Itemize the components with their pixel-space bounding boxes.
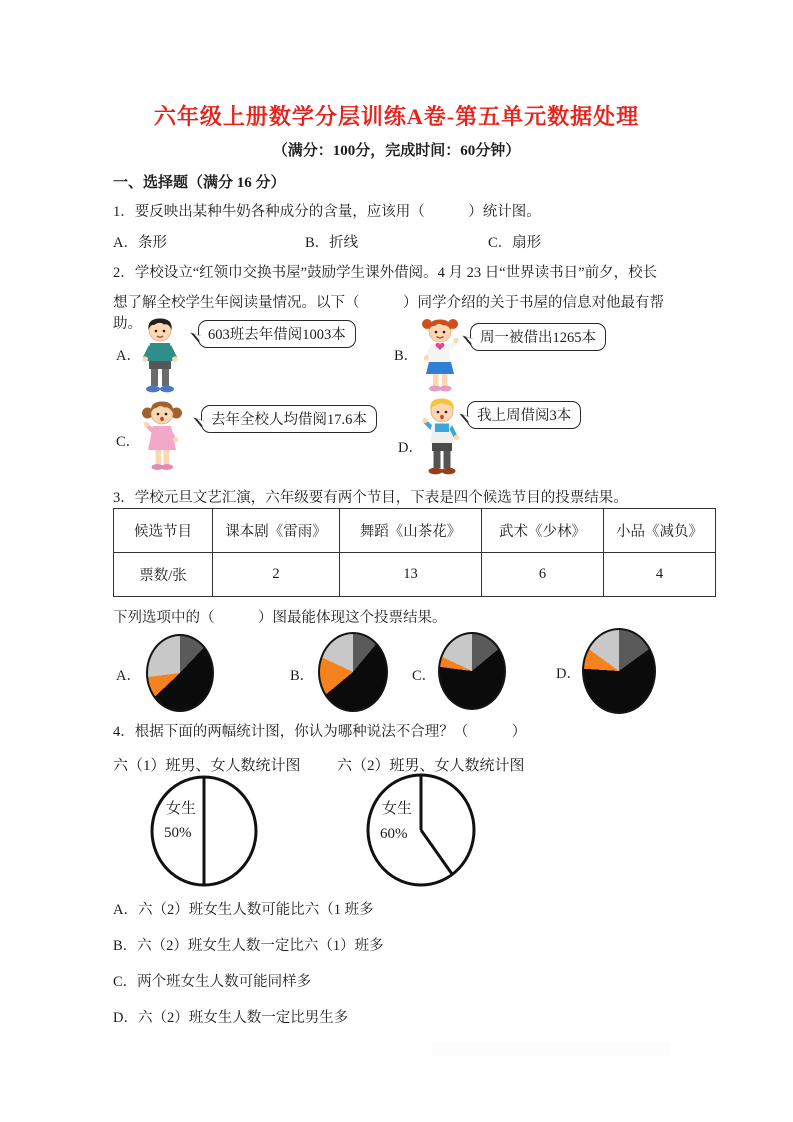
vote-table-cell: 候选节目 bbox=[114, 509, 213, 553]
page-title: 六年级上册数学分层训练A卷-第五单元数据处理 bbox=[153, 104, 640, 129]
q2-option-a-letter: A． bbox=[116, 348, 141, 364]
q3-option-a-letter: A． bbox=[116, 668, 141, 684]
faint-watermark-box bbox=[432, 1042, 670, 1056]
q4-option-a: A．六（2）班女生人数可能比六（1 班多 bbox=[113, 902, 374, 918]
question-3-prompt: 下列选项中的（ ）图最能体现这个投票结果。 bbox=[113, 610, 447, 626]
question-1-text: 1．要反映出某种牛奶各种成分的含量，应该用（ ）统计图。 bbox=[113, 204, 541, 220]
vote-table-header-row bbox=[114, 509, 716, 553]
q2-option-c-letter: C． bbox=[116, 434, 141, 450]
pie-chart-option-a bbox=[146, 634, 214, 712]
vote-table-cell: 小品《减负》 bbox=[604, 509, 716, 553]
pie-chart-option-b bbox=[318, 632, 388, 712]
class-6-1-chart-title: 六（1）班男、女人数统计图 bbox=[113, 758, 301, 774]
q4-option-c: C．两个班女生人数可能同样多 bbox=[113, 974, 312, 990]
question-2-text-line2: 想了解全校学生年阅读量情况。以下（ ）同学介绍的关于书屋的信息对他最有帮助。 bbox=[113, 295, 664, 332]
vote-table-cell: 13 bbox=[340, 553, 482, 597]
boy-dark-hair-icon bbox=[136, 316, 184, 399]
question-3-text: 3．学校元旦文艺汇演，六年级要有两个节目，下表是四个候选节目的投票结果。 bbox=[113, 490, 628, 506]
class-6-1-female-label: 女生 bbox=[166, 801, 197, 817]
q1-option-a: A．条形 bbox=[113, 235, 167, 251]
pie-chart-option-d bbox=[582, 628, 656, 714]
q2-option-a-speech-bubble: 603班去年借阅1003本 bbox=[198, 320, 356, 348]
class-6-2-chart-title: 六（2）班男、女人数统计图 bbox=[337, 758, 525, 774]
q2-option-b-letter: B． bbox=[394, 348, 419, 364]
q3-option-b-letter: B． bbox=[290, 668, 315, 684]
q2-option-c-speech-bubble: 去年全校人均借阅17.6本 bbox=[201, 405, 377, 433]
vote-table bbox=[113, 508, 716, 597]
girl-red-pigtails-icon bbox=[416, 316, 464, 399]
vote-table-cell: 票数/张 bbox=[114, 553, 213, 597]
q3-option-d-letter: D． bbox=[556, 666, 581, 682]
q3-option-c-letter: C． bbox=[412, 668, 437, 684]
class-6-2-female-label: 女生 bbox=[382, 801, 413, 817]
q4-option-b: B．六（2）班女生人数一定比六（1）班多 bbox=[113, 938, 384, 954]
class-6-1-pie-chart bbox=[149, 774, 259, 893]
girl-pink-dress-icon bbox=[138, 398, 186, 481]
pie-chart-option-c bbox=[438, 632, 506, 710]
vote-table-cell: 4 bbox=[604, 553, 716, 597]
class-6-2-pie-chart bbox=[365, 772, 477, 893]
q2-option-b-speech-bubble: 周一被借出1265本 bbox=[470, 323, 606, 351]
q1-option-b: B．折线 bbox=[305, 235, 359, 251]
vote-table-data-row bbox=[114, 553, 716, 597]
page-subtitle: （满分：100分，完成时间：60分钟） bbox=[272, 143, 521, 159]
vote-table-cell: 课本剧《雷雨》 bbox=[213, 509, 340, 553]
class-6-1-female-pct: 50% bbox=[164, 825, 192, 841]
q2-option-d-speech-bubble: 我上周借阅3本 bbox=[467, 401, 581, 429]
boy-blonde-icon bbox=[418, 396, 466, 481]
vote-table-cell: 2 bbox=[213, 553, 340, 597]
vote-table-cell: 武术《少林》 bbox=[482, 509, 604, 553]
vote-table-cell: 6 bbox=[482, 553, 604, 597]
vote-table-cell: 舞蹈《山茶花》 bbox=[340, 509, 482, 553]
section-heading: 一、选择题（满分 16 分） bbox=[113, 175, 286, 191]
q1-option-c: C．扇形 bbox=[488, 235, 542, 251]
class-6-2-female-pct: 60% bbox=[380, 826, 408, 842]
question-2-text-line1: 2．学校设立“红领巾交换书屋”鼓励学生课外借阅。4 月 23 日“世界读书日”前夕，校长 bbox=[113, 265, 658, 281]
q2-option-d-letter: D． bbox=[398, 440, 423, 456]
q4-option-d: D．六（2）班女生人数一定比男生多 bbox=[113, 1010, 349, 1026]
question-4-text: 4．根据下面的两幅统计图，你认为哪种说法不合理？（ ） bbox=[113, 724, 527, 740]
